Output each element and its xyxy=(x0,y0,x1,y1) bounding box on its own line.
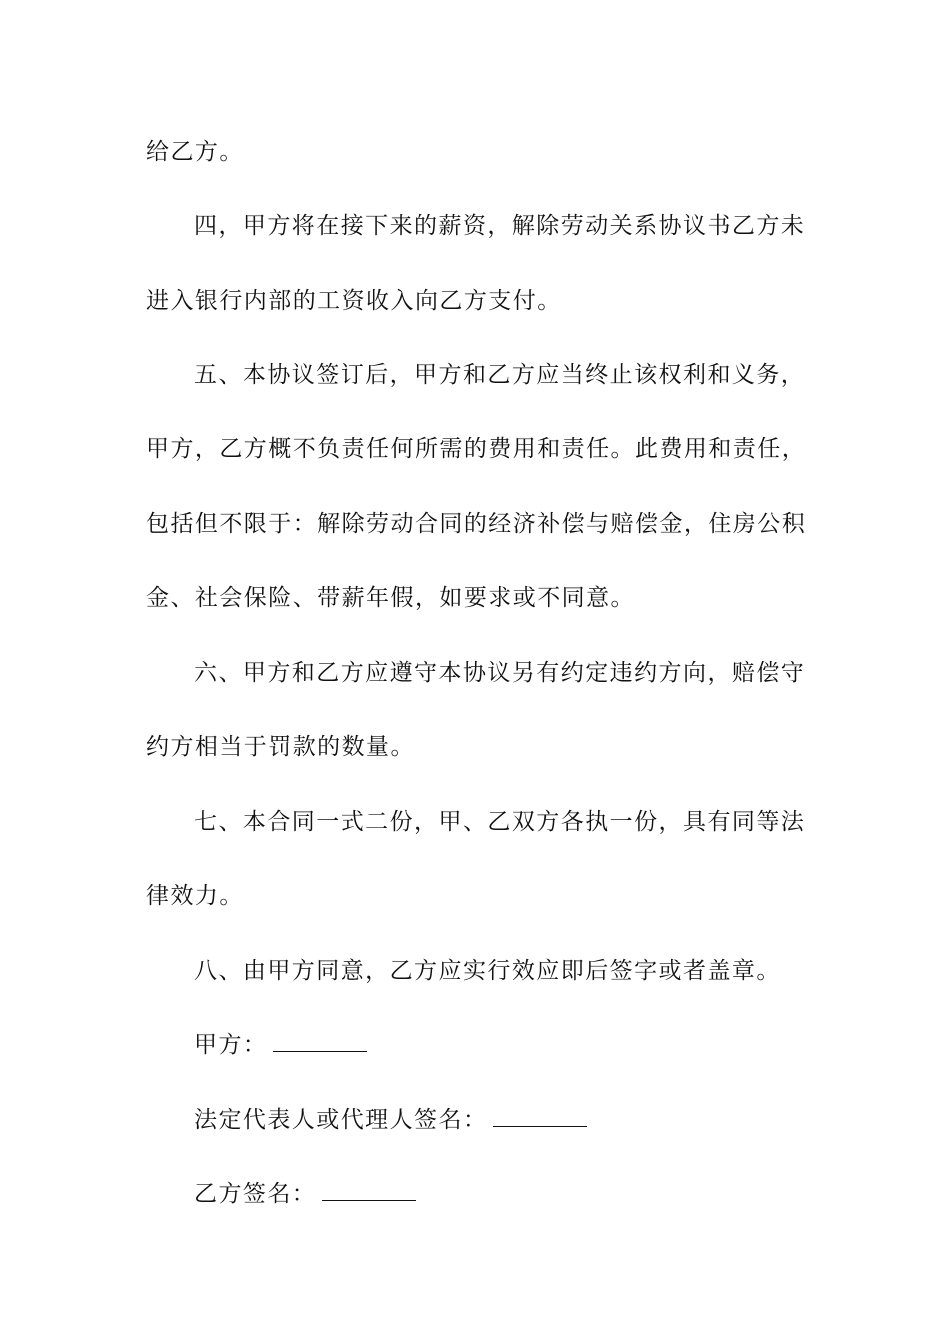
representative-label: 法定代表人或代理人签名： xyxy=(194,1107,488,1133)
text-line-1: 给乙方。 xyxy=(146,139,244,165)
party-b-signature-blank xyxy=(322,1180,416,1201)
clause-5-line-1: 五、本协议签订后，甲方和乙方应当终止该权利和义务， xyxy=(194,362,806,388)
party-a-label: 甲方： xyxy=(194,1032,268,1058)
clause-6-line-2: 约方相当于罚款的数量。 xyxy=(146,734,415,760)
party-a-signature-row xyxy=(194,1030,367,1060)
clause-6-line-1: 六、甲方和乙方应遵守本协议另有约定违约方向，赔偿守 xyxy=(194,660,806,686)
clause-5-line-3: 包括但不限于：解除劳动合同的经济补偿与赔偿金，住房公积 xyxy=(146,511,807,537)
representative-signature-row xyxy=(194,1105,587,1135)
clause-7-line-1: 七、本合同一式二份，甲、乙双方各执一份，具有同等法 xyxy=(194,809,806,835)
party-b-signature-row xyxy=(194,1179,416,1209)
clause-8-line-1: 八、由甲方同意，乙方应实行效应即后签字或者盖章。 xyxy=(194,958,781,984)
clause-7-line-2: 律效力。 xyxy=(146,883,244,909)
party-a-signature-blank xyxy=(273,1031,367,1052)
representative-signature-blank xyxy=(493,1106,587,1127)
clause-5-line-4: 金、社会保险、带薪年假，如要求或不同意。 xyxy=(146,585,635,611)
party-b-label: 乙方签名： xyxy=(194,1181,317,1207)
clause-5-line-2: 甲方，乙方概不负责任何所需的费用和责任。此费用和责任， xyxy=(146,436,807,462)
clause-4-line-1: 四，甲方将在接下来的薪资，解除劳动关系协议书乙方未 xyxy=(194,213,806,239)
clause-4-line-2: 进入银行内部的工资收入向乙方支付。 xyxy=(146,288,562,314)
